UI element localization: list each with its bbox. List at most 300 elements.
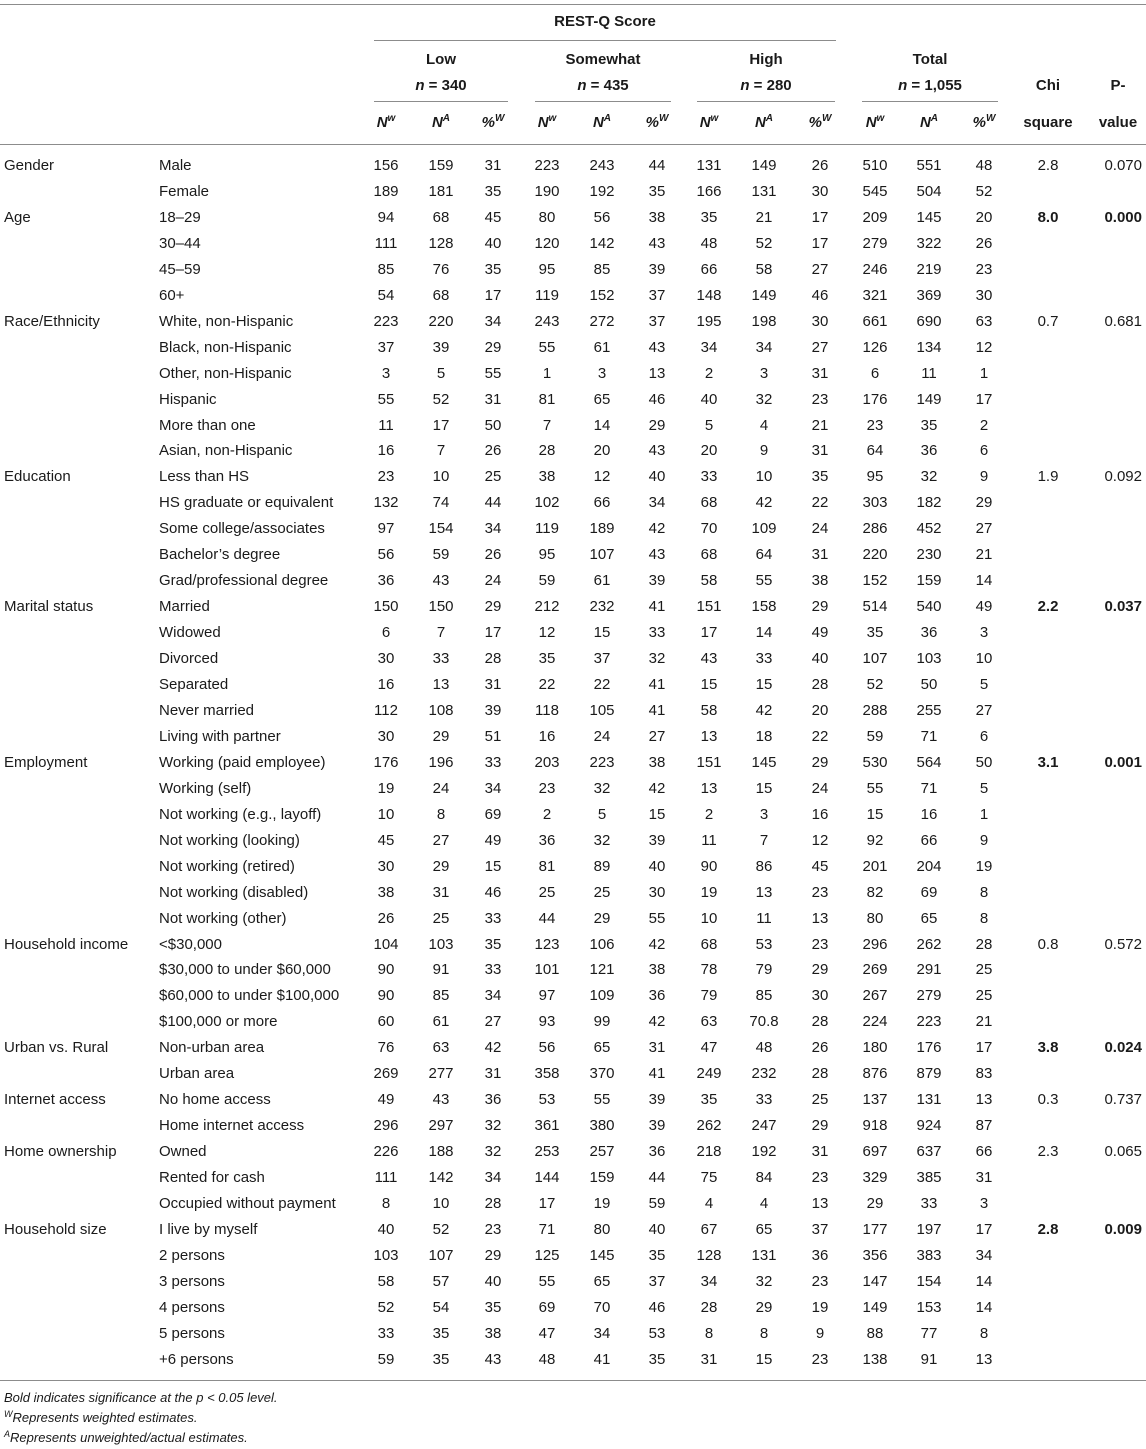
subcategory-label: No home access: [159, 1091, 271, 1108]
cell-pct: 29: [811, 961, 829, 978]
cell-nw: 220: [862, 546, 888, 563]
cell-na: 11: [921, 365, 937, 382]
cell-pct: 35: [648, 1247, 666, 1264]
cell-pct: 15: [648, 806, 666, 823]
cell-nw: 56: [538, 1039, 556, 1056]
somewhat-span-rule: [535, 101, 671, 102]
cell-na: 25: [593, 884, 611, 901]
cell-na: 61: [432, 1013, 450, 1030]
cell-nw: 545: [862, 183, 888, 200]
subcategory-label: Widowed: [159, 624, 221, 641]
subcategory-label: Owned: [159, 1143, 207, 1160]
cell-na: 50: [920, 676, 938, 693]
cell-na: 189: [589, 520, 615, 537]
cell-na: 291: [916, 961, 942, 978]
cell-na: 121: [589, 961, 615, 978]
cell-nw: 10: [377, 806, 395, 823]
cell-nw: 1: [542, 365, 552, 382]
low-span-rule: [374, 101, 508, 102]
cell-pct: 41: [648, 598, 666, 615]
cell-na: 380: [589, 1117, 615, 1134]
cell-pct: 35: [484, 183, 502, 200]
cell-na: 13: [432, 676, 450, 693]
cell-pct: 37: [648, 287, 666, 304]
cell-pct: 27: [975, 702, 993, 719]
cell-nw: 226: [373, 1143, 399, 1160]
p-value: 0.037: [1104, 598, 1142, 615]
cell-nw: 530: [862, 754, 888, 771]
cell-na: 134: [916, 339, 942, 356]
subcategory-label: Not working (disabled): [159, 884, 309, 901]
cell-na: 15: [593, 624, 611, 641]
cell-na: 107: [428, 1247, 454, 1264]
subheader-symbol: N: [592, 114, 604, 131]
cell-pct: 40: [648, 468, 666, 485]
cell-nw: 112: [374, 702, 398, 719]
cell-nw: 876: [862, 1065, 888, 1082]
cell-na: 564: [916, 754, 942, 771]
cell-nw: 176: [373, 754, 399, 771]
cell-na: 131: [751, 1247, 777, 1264]
cell-pct: 30: [811, 313, 829, 330]
subcategory-label: Bachelor’s degree: [159, 546, 281, 563]
cell-pct: 31: [648, 1039, 666, 1056]
subcategory-label: Non-urban area: [159, 1039, 265, 1056]
chi-square-value: 2.8: [1037, 1221, 1059, 1238]
cell-na: 16: [920, 806, 938, 823]
cell-pct: 24: [811, 520, 829, 537]
cell-pct: 27: [975, 520, 993, 537]
cell-nw: 90: [377, 987, 395, 1004]
cell-na: 35: [920, 417, 938, 434]
cell-na: 54: [432, 1299, 450, 1316]
subcategory-label: Urban area: [159, 1065, 235, 1082]
subheader-symbol: %: [808, 114, 822, 131]
cell-nw: 48: [700, 235, 718, 252]
cell-na: 34: [755, 339, 773, 356]
cell-na: 159: [428, 157, 454, 174]
cell-pct: 33: [484, 961, 502, 978]
cell-pct: 43: [648, 235, 666, 252]
cell-na: 91: [920, 1351, 938, 1368]
cell-nw: 93: [538, 1013, 556, 1030]
cell-na: 142: [428, 1169, 454, 1186]
cell-na: 32: [755, 391, 773, 408]
category-label: Age: [4, 209, 31, 226]
cell-pct: 40: [484, 1273, 502, 1290]
cell-na: 10: [432, 1195, 450, 1212]
cell-nw: 209: [862, 209, 888, 226]
cell-na: 68: [432, 287, 450, 304]
cell-na: 56: [593, 209, 611, 226]
rest-q-score-title: REST-Q Score: [554, 13, 656, 30]
n-label: n: [415, 77, 425, 94]
subcategory-label: Living with partner: [159, 728, 281, 745]
cell-pct: 28: [811, 676, 829, 693]
cell-nw: 224: [862, 1013, 888, 1030]
cell-pct: 34: [484, 313, 502, 330]
cell-nw: 166: [696, 183, 722, 200]
cell-nw: 76: [377, 1039, 395, 1056]
cell-nw: 126: [862, 339, 888, 356]
cell-pct: 26: [811, 1039, 829, 1056]
n-label: n: [740, 77, 750, 94]
subcategory-label: Male: [159, 157, 192, 174]
cell-pct: 44: [484, 494, 502, 511]
cell-na: 32: [920, 468, 938, 485]
cell-nw: 81: [538, 391, 556, 408]
cell-pct: 29: [484, 339, 502, 356]
cell-pct: 8: [979, 910, 989, 927]
cell-nw: 58: [377, 1273, 395, 1290]
cell-na: 65: [593, 1039, 611, 1056]
cell-pct: 21: [975, 1013, 993, 1030]
subcategory-label: +6 persons: [159, 1351, 234, 1368]
cell-pct: 37: [811, 1221, 829, 1238]
p-value: 0.024: [1104, 1039, 1142, 1056]
cell-pct: 19: [975, 858, 993, 875]
subcategory-label: Not working (e.g., layoff): [159, 806, 322, 823]
cell-nw: 36: [538, 832, 556, 849]
cell-na: 22: [593, 676, 611, 693]
cell-pct: 44: [648, 1169, 666, 1186]
cell-na: 42: [755, 494, 773, 511]
cell-pct: 44: [648, 157, 666, 174]
cell-na: 879: [916, 1065, 942, 1082]
cell-na: 10: [755, 468, 773, 485]
cell-nw: 47: [538, 1325, 556, 1342]
cell-na: 153: [916, 1299, 942, 1316]
cell-nw: 5: [704, 417, 714, 434]
cell-nw: 59: [866, 728, 884, 745]
cell-na: 551: [916, 157, 942, 174]
chi-square-value: 3.1: [1037, 754, 1059, 771]
subheader-superscript: w: [710, 113, 719, 124]
cell-na: 41: [593, 1351, 611, 1368]
cell-na: 29: [755, 1299, 773, 1316]
footnote-significance: Bold indicates significance at the p < 0.05 level.: [4, 1390, 278, 1405]
cell-na: 21: [755, 209, 773, 226]
footnote-unweighted-mark: A: [4, 1429, 11, 1439]
cell-nw: 33: [700, 468, 718, 485]
cell-nw: 10: [700, 910, 718, 927]
cell-na: 109: [589, 987, 615, 1004]
cell-pct: 23: [975, 261, 993, 278]
cell-na: 20: [593, 442, 611, 459]
footnote-weighted-mark: W: [4, 1409, 13, 1419]
cell-nw: 92: [866, 832, 884, 849]
cell-pct: 25: [975, 987, 993, 1004]
cell-na: 25: [432, 910, 450, 927]
cell-pct: 27: [811, 339, 829, 356]
cell-pct: 6: [979, 442, 989, 459]
subcategory-label: Hispanic: [159, 391, 217, 408]
cell-pct: 46: [484, 884, 502, 901]
subcategory-label: Not working (other): [159, 910, 287, 927]
cell-na: 77: [920, 1325, 938, 1342]
cell-nw: 38: [377, 884, 395, 901]
cell-nw: 11: [378, 417, 394, 434]
cell-na: 61: [593, 339, 611, 356]
cell-nw: 55: [866, 780, 884, 797]
cell-pct: 38: [648, 961, 666, 978]
subheader-symbol: %: [972, 114, 986, 131]
cell-na: 74: [432, 494, 450, 511]
cell-na: 99: [593, 1013, 611, 1030]
cell-nw: 95: [538, 546, 556, 563]
cell-pct: 39: [484, 702, 502, 719]
cell-nw: 2: [704, 365, 714, 382]
subcategory-label: White, non-Hispanic: [159, 313, 294, 330]
cell-nw: 138: [862, 1351, 888, 1368]
cell-pct: 29: [811, 1117, 829, 1134]
cell-pct: 55: [484, 365, 502, 382]
cell-pct: 38: [811, 572, 829, 589]
group-total-n: [862, 77, 998, 95]
cell-na: 152: [589, 287, 615, 304]
subcategory-label: $30,000 to under $60,000: [159, 961, 331, 978]
subcategory-label: Asian, non-Hispanic: [159, 442, 293, 459]
cell-nw: 13: [700, 728, 718, 745]
category-label: Race/Ethnicity: [4, 313, 100, 330]
cell-pct: 17: [811, 209, 829, 226]
cell-nw: 40: [377, 1221, 395, 1238]
subcategory-label: I live by myself: [159, 1221, 258, 1238]
group-high-name: High: [749, 51, 783, 68]
cell-pct: 23: [811, 1169, 829, 1186]
cell-nw: 58: [700, 702, 718, 719]
cell-nw: 510: [862, 157, 888, 174]
subcategory-label: Working (self): [159, 780, 252, 797]
p-value: 0.572: [1104, 936, 1142, 953]
cell-nw: 15: [700, 676, 718, 693]
cell-pct: 27: [484, 1013, 502, 1030]
cell-na: 52: [432, 391, 450, 408]
cell-na: 7: [759, 832, 769, 849]
cell-na: 131: [916, 1091, 942, 1108]
cell-pct: 25: [484, 468, 502, 485]
cell-pct: 33: [484, 754, 502, 771]
cell-pct: 50: [484, 417, 502, 434]
subheader-symbol: N: [754, 114, 766, 131]
cell-na: 70: [593, 1299, 611, 1316]
cell-nw: 60: [377, 1013, 395, 1030]
cell-nw: 151: [696, 754, 722, 771]
cell-na: 85: [755, 987, 773, 1004]
cell-nw: 6: [870, 365, 880, 382]
cell-na: 198: [751, 313, 777, 330]
cell-nw: 29: [866, 1195, 884, 1212]
subcategory-label: HS graduate or equivalent: [159, 494, 334, 511]
group-low-n: [374, 77, 508, 95]
cell-nw: 296: [862, 936, 888, 953]
cell-nw: 97: [377, 520, 395, 537]
cell-nw: 90: [700, 858, 718, 875]
cell-pct: 24: [484, 572, 502, 589]
cell-nw: 37: [377, 339, 395, 356]
cell-nw: 28: [700, 1299, 718, 1316]
subcategory-label: Divorced: [159, 650, 219, 667]
cell-nw: 94: [377, 209, 395, 226]
cell-na: 257: [589, 1143, 615, 1160]
cell-pct: 37: [648, 313, 666, 330]
cell-pct: 40: [648, 858, 666, 875]
cell-pct: 34: [484, 987, 502, 1004]
cell-nw: 358: [534, 1065, 560, 1082]
subheader-symbol: N: [919, 114, 931, 131]
cell-pct: 26: [975, 235, 993, 252]
cell-nw: 6: [381, 624, 391, 641]
cell-na: 43: [432, 572, 450, 589]
category-label: Employment: [4, 754, 88, 771]
cell-nw: 35: [538, 650, 556, 667]
cell-na: 103: [916, 650, 942, 667]
cell-pct: 38: [648, 209, 666, 226]
cell-na: 297: [428, 1117, 454, 1134]
cell-nw: 34: [700, 339, 718, 356]
cell-na: 69: [920, 884, 938, 901]
cell-pct: 23: [811, 1351, 829, 1368]
cell-pct: 15: [484, 858, 502, 875]
cell-pct: 40: [811, 650, 829, 667]
cell-pct: 35: [811, 468, 829, 485]
cell-nw: 30: [377, 650, 395, 667]
cell-pct: 1: [979, 365, 989, 382]
chi-square-value: 2.3: [1037, 1143, 1059, 1160]
cell-nw: 35: [700, 209, 718, 226]
cell-na: 5: [436, 365, 446, 382]
cell-nw: 2: [704, 806, 714, 823]
cell-nw: 514: [862, 598, 888, 615]
cell-na: 15: [755, 780, 773, 797]
cell-na: 33: [920, 1195, 938, 1212]
cell-pct: 39: [648, 261, 666, 278]
subcategory-label: Separated: [159, 676, 229, 693]
cell-nw: 119: [535, 287, 559, 304]
cell-na: 262: [916, 936, 942, 953]
cell-pct: 51: [484, 728, 502, 745]
cell-pct: 46: [648, 1299, 666, 1316]
cell-pct: 3: [979, 624, 989, 641]
p-value: 0.009: [1104, 1221, 1142, 1238]
cell-na: 84: [755, 1169, 773, 1186]
cell-nw: 16: [538, 728, 556, 745]
subheader-weighted-n: [849, 114, 901, 132]
subheader-weighted-n: [521, 114, 573, 132]
cell-pct: 1: [979, 806, 989, 823]
cell-nw: 144: [534, 1169, 560, 1186]
cell-nw: 131: [696, 157, 722, 174]
cell-nw: 38: [538, 468, 556, 485]
cell-pct: 29: [811, 598, 829, 615]
cell-pct: 33: [484, 910, 502, 927]
cell-pct: 16: [811, 806, 829, 823]
cell-na: 3: [759, 365, 769, 382]
cell-nw: 212: [534, 598, 560, 615]
cell-na: 13: [755, 884, 773, 901]
cell-na: 637: [916, 1143, 942, 1160]
cell-nw: 45: [377, 832, 395, 849]
cell-na: 32: [755, 1273, 773, 1290]
cell-nw: 8: [381, 1195, 391, 1212]
cell-na: 29: [432, 858, 450, 875]
chi-square-value: 8.0: [1037, 209, 1059, 226]
subheader-weighted-pct: [467, 114, 519, 132]
cell-nw: 47: [700, 1039, 718, 1056]
cell-na: 181: [428, 183, 454, 200]
category-label: Household size: [4, 1221, 107, 1238]
subheader-superscript: W: [985, 113, 996, 124]
cell-na: 63: [432, 1039, 450, 1056]
cell-na: 33: [755, 1091, 773, 1108]
n-value: = 280: [749, 77, 792, 94]
cell-nw: 243: [534, 313, 560, 330]
cell-na: 65: [920, 910, 938, 927]
cell-nw: 7: [542, 417, 552, 434]
subheader-weighted-n: [683, 114, 735, 132]
cell-pct: 25: [975, 961, 993, 978]
cell-nw: 49: [377, 1091, 395, 1108]
subcategory-label: <$30,000: [159, 936, 222, 953]
subheader-superscript: W: [821, 113, 832, 124]
cell-nw: 52: [377, 1299, 395, 1316]
cell-na: 70.8: [749, 1013, 779, 1030]
cell-nw: 26: [377, 910, 395, 927]
subcategory-label: 3 persons: [159, 1273, 225, 1290]
subcategory-label: Other, non-Hispanic: [159, 365, 292, 382]
cell-nw: 262: [696, 1117, 722, 1134]
cell-nw: 80: [866, 910, 884, 927]
cell-pct: 2: [979, 417, 989, 434]
header-bottom-rule: [0, 144, 1146, 145]
high-span-rule: [697, 101, 835, 102]
subcategory-label: 4 persons: [159, 1299, 225, 1316]
cell-na: 55: [593, 1091, 611, 1108]
cell-pct: 19: [811, 1299, 829, 1316]
cell-pct: 17: [484, 287, 502, 304]
cell-nw: 30: [377, 728, 395, 745]
cell-pct: 31: [811, 365, 829, 382]
category-label: Household income: [4, 936, 129, 953]
cell-pct: 31: [484, 157, 502, 174]
cell-na: 204: [916, 858, 942, 875]
cell-nw: 53: [538, 1091, 556, 1108]
cell-pct: 48: [975, 157, 993, 174]
cell-pct: 23: [811, 1273, 829, 1290]
cell-nw: 176: [862, 391, 888, 408]
cell-pct: 12: [975, 339, 993, 356]
cell-na: 232: [751, 1065, 777, 1082]
cell-pct: 29: [811, 754, 829, 771]
cell-pct: 13: [811, 1195, 829, 1212]
rest-q-span-rule: [374, 40, 836, 41]
cell-na: 540: [916, 598, 942, 615]
cell-na: 76: [432, 261, 450, 278]
cell-na: 58: [755, 261, 773, 278]
subheader-superscript: A: [442, 113, 451, 124]
cell-na: 11: [756, 910, 772, 927]
p-value: 0.065: [1104, 1143, 1142, 1160]
cell-na: 32: [593, 832, 611, 849]
cell-na: 176: [916, 1039, 942, 1056]
cell-na: 52: [755, 235, 773, 252]
cell-pct: 23: [811, 936, 829, 953]
cell-nw: 16: [377, 676, 395, 693]
cell-nw: 918: [862, 1117, 888, 1134]
subheader-superscript: A: [765, 113, 774, 124]
cell-nw: 269: [862, 961, 888, 978]
cell-pct: 87: [975, 1117, 993, 1134]
